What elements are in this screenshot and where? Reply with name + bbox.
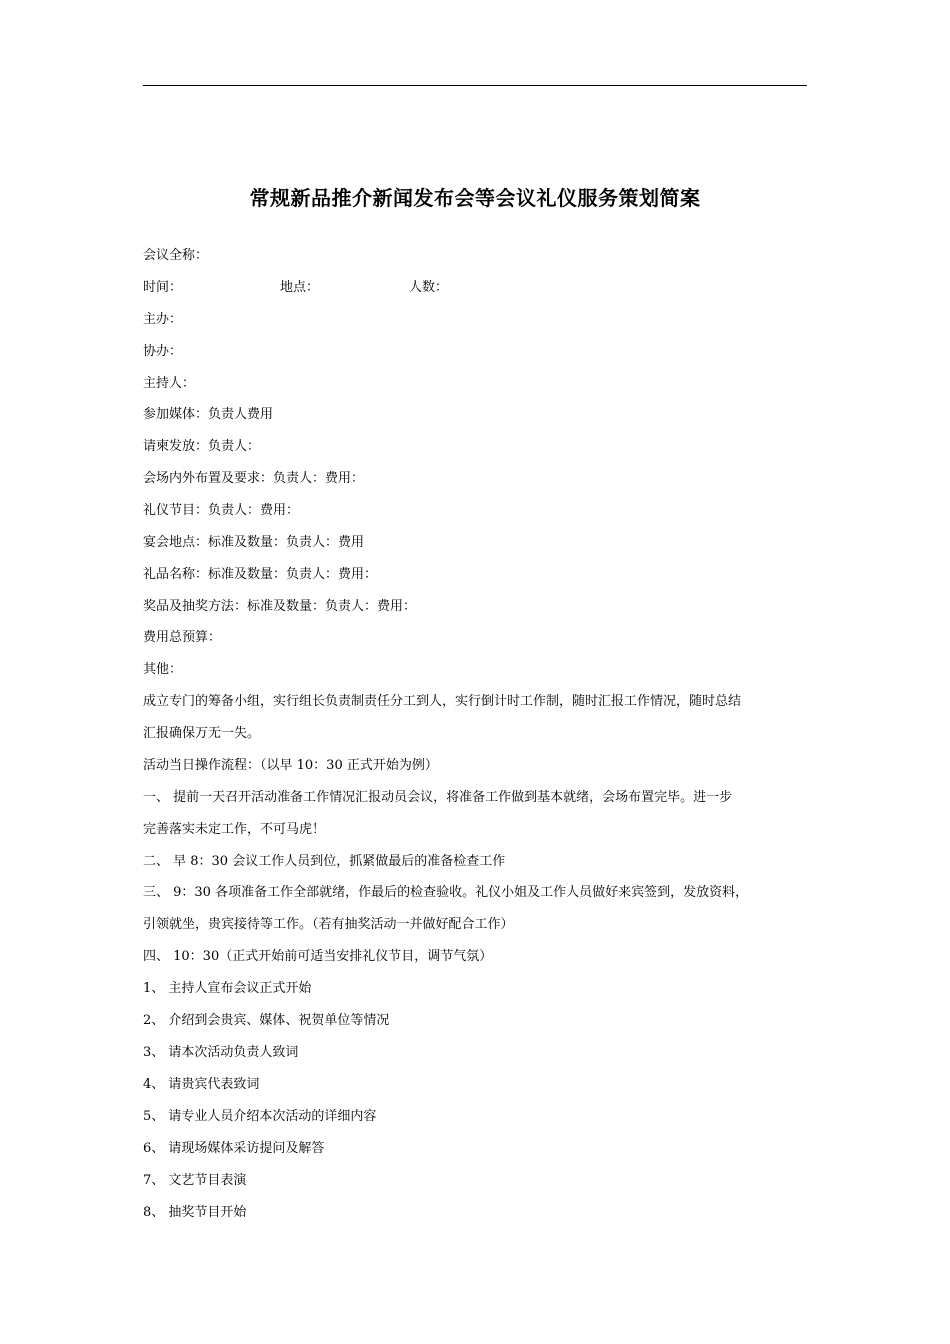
field-host-org: 主办： [143,312,183,327]
field-banquet: 宴会地点：标准及数量：负责人：费用 [143,535,365,550]
field-time: 时间： [143,280,183,295]
field-media: 参加媒体：负责人费用 [143,407,274,422]
header-rule [143,85,807,86]
list-item: 3、 请本次活动负责人致词 [143,1045,299,1060]
step-1-line1: 一、 提前一天召开活动准备工作情况汇报动员会议，将准备工作做到基本就绪，会场布置完毕。进一步 [143,790,733,805]
step-2: 二、 早 8：30 会议工作人员到位，抓紧做最后的准备检查工作 [143,854,506,869]
field-prizes: 奖品及抽奖方法：标准及数量：负责人：费用： [143,599,417,614]
step-4: 四、 10：30（正式开始前可适当安排礼仪节目，调节气氛） [143,949,493,964]
step-1-line2: 完善落实未定工作，不可马虎！ [143,822,326,837]
team-paragraph-line1: 成立专门的筹备小组，实行组长负责制责任分工到人，实行倒计时工作制，随时汇报工作情况，随时总结 [143,694,742,709]
field-invitations: 请柬发放：负责人： [143,439,261,454]
list-item: 1、 主持人宣布会议正式开始 [143,981,312,996]
list-item: 5、 请专业人员介绍本次活动的详细内容 [143,1109,377,1124]
team-paragraph-line2: 汇报确保万无一失。 [143,726,261,741]
list-item: 8、 抽奖节目开始 [143,1205,247,1220]
field-gifts: 礼品名称：标准及数量：负责人：费用： [143,567,378,582]
field-co-org: 协办： [143,344,183,359]
list-item: 6、 请现场媒体采访提问及解答 [143,1141,325,1156]
field-place: 地点： [280,280,320,295]
flow-heading: 活动当日操作流程：（以早 10：30 正式开始为例） [143,758,438,773]
document-title: 常规新品推介新闻发布会等会议礼仪服务策划简案 [249,186,701,210]
list-item: 7、 文艺节目表演 [143,1173,247,1188]
field-budget: 费用总预算： [143,630,222,645]
field-etiquette: 礼仪节目：负责人：费用： [143,503,300,518]
field-venue: 会场内外布置及要求：负责人：费用： [143,471,365,486]
field-other: 其他： [143,662,183,677]
step-3-line1: 三、 9：30 各项准备工作全部就绪，作最后的检查验收。礼仪小姐及工作人员做好来宾签到，发放资料， [143,885,749,900]
field-meeting-name: 会议全称： [143,248,209,263]
list-item: 4、 请贵宾代表致词 [143,1077,260,1092]
field-time-place-people [143,279,448,297]
field-people: 人数： [409,280,449,295]
step-3-line2: 引领就坐，贵宾接待等工作。（若有抽奖活动一并做好配合工作） [143,917,514,932]
list-item: 2、 介绍到会贵宾、媒体、祝贺单位等情况 [143,1013,390,1028]
field-presenter: 主持人： [143,376,196,391]
